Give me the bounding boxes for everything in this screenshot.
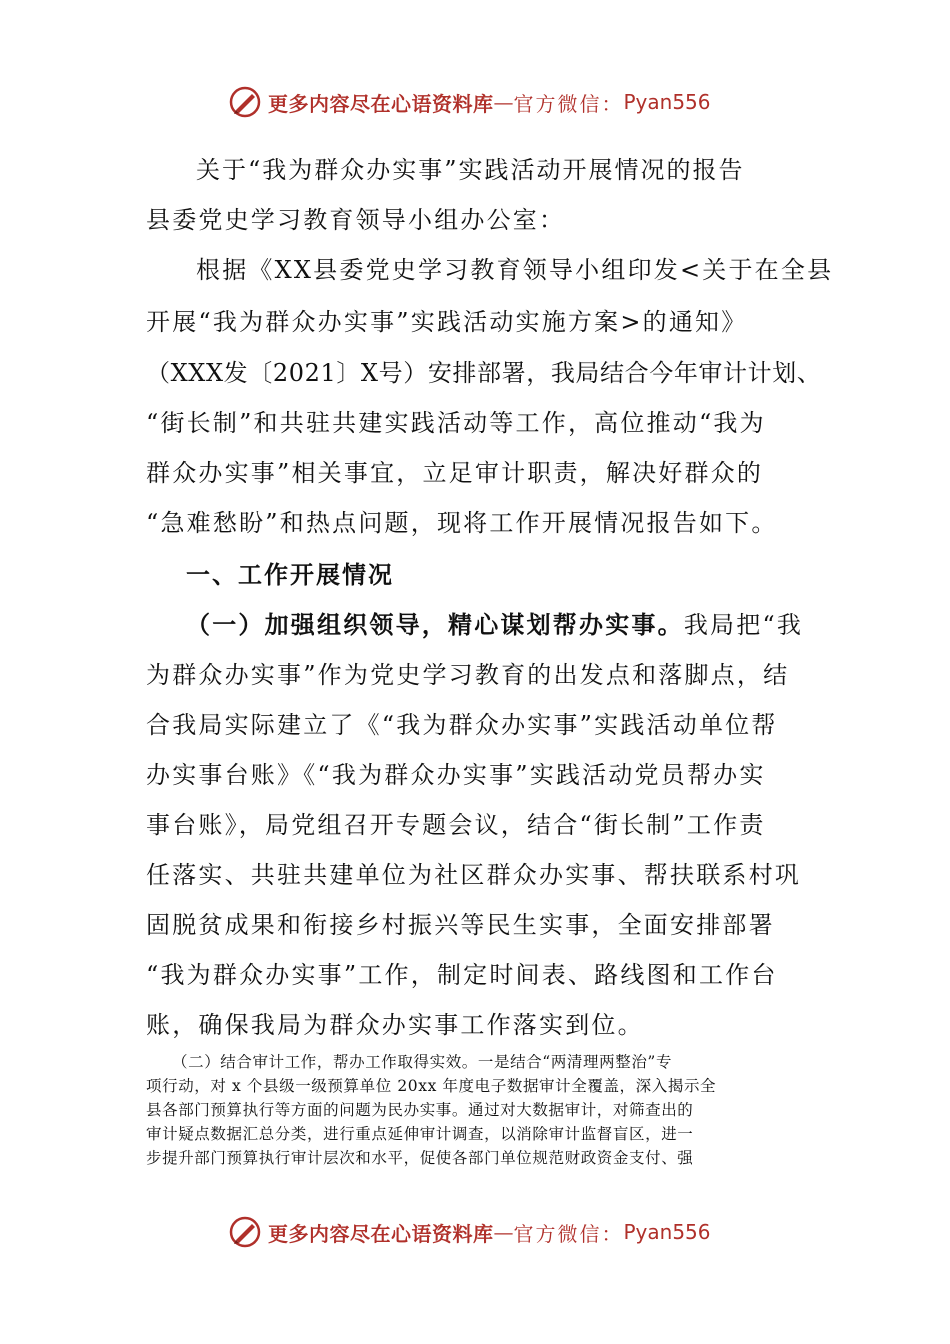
intro-line: 群众办实事”相关事宜，立足审计职责，解决好群众的 xyxy=(146,459,764,487)
banner-main-text: 更多内容尽在心语资料库 xyxy=(268,91,494,116)
paragraph-line: 合我局实际建立了《“我为群众办实事”实践活动单位帮 xyxy=(146,711,778,739)
small-paragraph-line: 步提升部门预算执行审计层次和水平，促使各部门单位规范财政资金支付、强 xyxy=(146,1149,694,1167)
small-paragraph-line: 项行动，对 x 个县级一级预算单位 20xx 年度电子数据审计全覆盖，深入揭示全 xyxy=(146,1077,717,1095)
subsection-heading: （一）加强组织领导，精心谋划帮办实事。 xyxy=(186,611,684,639)
small-paragraph-line: 县各部门预算执行等方面的问题为民办实事。通过对大数据审计，对筛查出的 xyxy=(146,1101,694,1119)
pen-logo-icon xyxy=(228,85,262,119)
subsection-text: 我局把“我 xyxy=(683,611,804,639)
paragraph-line: 事台账》，局党组召开专题会议，结合“街长制”工作责 xyxy=(146,811,766,839)
footer-banner xyxy=(228,1212,711,1252)
small-paragraph-line: （二）结合审计工作，帮办工作取得实效。一是结合“两清理两整治”专 xyxy=(172,1053,673,1071)
banner-wechat-id: Pyan556 xyxy=(623,90,711,114)
intro-line: （XXX发〔2021〕X号）安排部署，我局结合今年审计计划、 xyxy=(146,359,822,387)
banner-wechat-id: Pyan556 xyxy=(623,1220,711,1244)
paragraph-line: 固脱贫成果和衔接乡村振兴等民生实事，全面安排部署 xyxy=(146,911,775,939)
header-banner xyxy=(228,82,711,122)
pen-logo-icon xyxy=(228,1215,262,1249)
intro-line: 开展“我为群众办实事”实践活动实施方案>的通知》 xyxy=(146,308,748,336)
paragraph-line: 任落实、共驻共建单位为社区群众办实事、帮扶联系村巩 xyxy=(146,861,801,889)
paragraph-line: 账，确保我局为群众办实事工作落实到位。 xyxy=(146,1011,644,1039)
banner-separator: — xyxy=(493,90,514,114)
recipient-line: 县委党史学习教育领导小组办公室： xyxy=(146,206,566,234)
intro-line: “急难愁盼”和热点问题，现将工作开展情况报告如下。 xyxy=(146,509,778,537)
paragraph-line: 为群众办实事”作为党史学习教育的出发点和落脚点，结 xyxy=(146,661,790,689)
banner-main-text: 更多内容尽在心语资料库 xyxy=(268,1221,494,1246)
banner-wechat-label: 官方微信： xyxy=(513,1221,624,1246)
section-heading: 一、工作开展情况 xyxy=(186,561,394,589)
document-title: 关于“我为群众办实事”实践活动开展情况的报告 xyxy=(196,156,745,184)
intro-line: “街长制”和共驻共建实践活动等工作，高位推动“我为 xyxy=(146,409,766,437)
subsection-first-line xyxy=(186,600,806,650)
banner-wechat-label: 官方微信： xyxy=(513,91,624,116)
intro-line: 根据《XX县委党史学习教育领导小组印发<关于在全县 xyxy=(196,256,834,284)
paragraph-line: 办实事台账》《“我为群众办实事”实践活动党员帮办实 xyxy=(146,761,766,789)
small-paragraph-line: 审计疑点数据汇总分类，进行重点延伸审计调查，以消除审计监督盲区，进一 xyxy=(146,1125,694,1143)
banner-separator: — xyxy=(493,1220,514,1244)
paragraph-line: “我为群众办实事”工作，制定时间表、路线图和工作台 xyxy=(146,961,778,989)
